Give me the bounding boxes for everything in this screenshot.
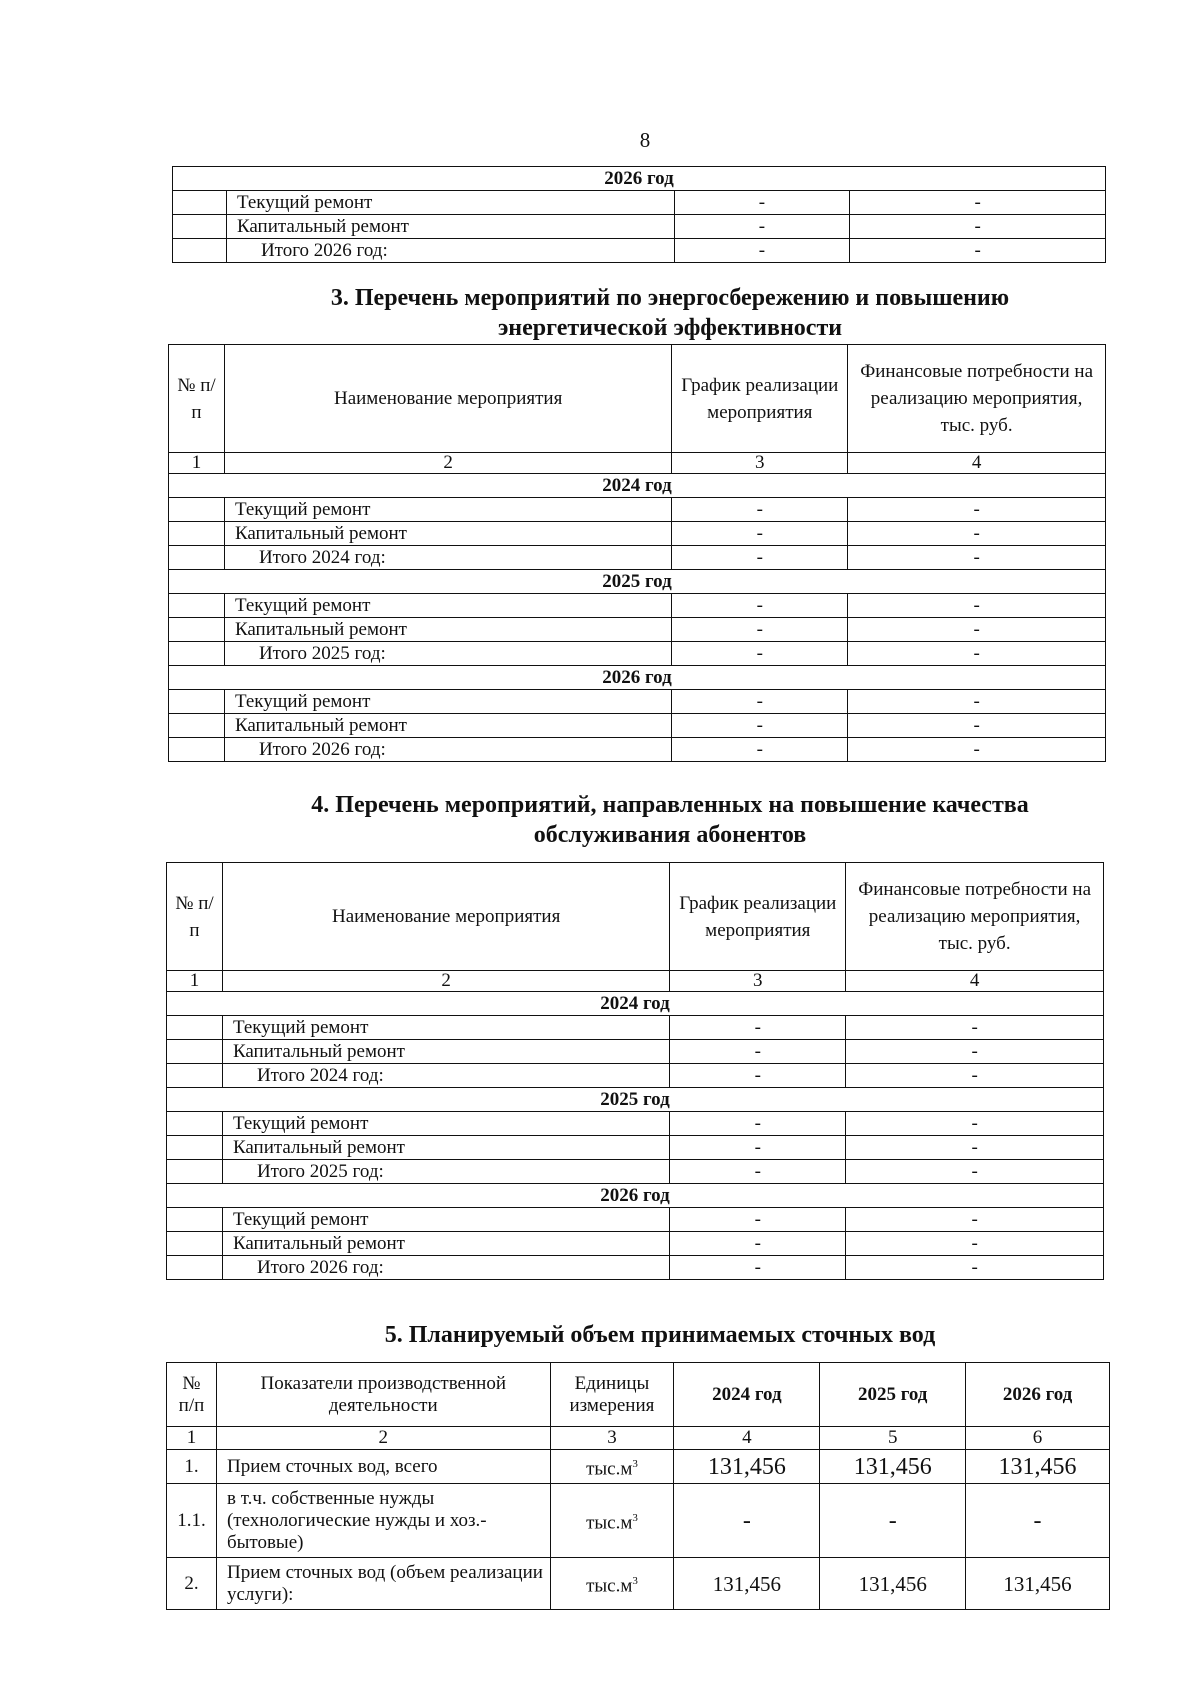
col-indicator-header: Показатели производственной деятельности	[216, 1363, 550, 1427]
table-cell: Текущий ремонт	[224, 594, 671, 618]
table-row	[167, 971, 1104, 992]
table-cell	[550, 1450, 674, 1484]
table-cell: -	[674, 1484, 820, 1558]
table-row	[167, 1112, 1104, 1136]
text: тыс.м	[586, 1458, 633, 1480]
table-cell: 131,456	[966, 1450, 1110, 1484]
table-row	[167, 1558, 1110, 1610]
table-cell: -	[846, 1208, 1104, 1232]
table-cell: 3	[550, 1427, 674, 1450]
table-cell: -	[850, 191, 1106, 215]
table-cell: Капитальный ремонт	[224, 618, 671, 642]
table-cell: 131,456	[820, 1450, 966, 1484]
col-2024-header: 2024 год	[674, 1363, 820, 1427]
table-cell: -	[674, 215, 850, 239]
table-cell: -	[670, 1016, 846, 1040]
table-cell	[169, 618, 225, 642]
table-cell: Текущий ремонт	[222, 1208, 669, 1232]
year-header: 2024 год	[167, 992, 1104, 1016]
section-3-title	[200, 283, 1140, 343]
table-cell: -	[846, 1040, 1104, 1064]
table-cell: -	[670, 1208, 846, 1232]
table-row	[169, 453, 1106, 474]
table-cell: 6	[966, 1427, 1110, 1450]
table-cell: -	[674, 239, 850, 263]
col-schedule-header: График реализации мероприятия	[672, 345, 848, 453]
table-cell	[167, 1112, 223, 1136]
table-row	[169, 666, 1106, 690]
table-cell: -	[848, 522, 1106, 546]
year-header: 2026 год	[167, 1184, 1104, 1208]
table-cell	[167, 1040, 223, 1064]
col-num-header: № п/п	[169, 345, 225, 453]
table-row	[167, 1427, 1110, 1450]
table-row	[167, 1450, 1110, 1484]
table-cell: -	[672, 690, 848, 714]
wastewater-volume-table	[166, 1362, 1110, 1610]
table-cell: -	[670, 1256, 846, 1280]
table-row	[167, 1016, 1104, 1040]
table-row	[169, 690, 1106, 714]
table-cell: -	[848, 642, 1106, 666]
table-cell: 3	[672, 453, 848, 474]
table-cell: -	[850, 215, 1106, 239]
table-cell: Капитальный ремонт	[224, 714, 671, 738]
table-cell	[167, 1016, 223, 1040]
table-cell: 2	[224, 453, 671, 474]
text: тыс.м	[586, 1512, 633, 1534]
table-cell: 131,456	[674, 1558, 820, 1610]
table-cell: -	[672, 546, 848, 570]
table-cell: -	[670, 1064, 846, 1088]
table-cell: Текущий ремонт	[222, 1016, 669, 1040]
table-cell	[169, 714, 225, 738]
table-cell: 2.	[167, 1558, 217, 1610]
table-cell: Итого 2025 год:	[222, 1160, 669, 1184]
table-cell: 1.	[167, 1450, 217, 1484]
table-cell: Капитальный ремонт	[222, 1040, 669, 1064]
table-cell: -	[670, 1112, 846, 1136]
table-cell: 3	[670, 971, 846, 992]
table-row	[167, 1088, 1104, 1112]
continuation-table	[172, 166, 1106, 263]
table-cell: -	[672, 594, 848, 618]
col-num-header: № п/п	[167, 1363, 217, 1427]
table-cell	[167, 1232, 223, 1256]
table-cell: -	[846, 1136, 1104, 1160]
table-cell	[169, 642, 225, 666]
table-cell: -	[846, 1112, 1104, 1136]
table-cell: 4	[848, 453, 1106, 474]
year-header: 2026 год	[173, 167, 1106, 191]
table-row	[167, 992, 1104, 1016]
table-row	[167, 1184, 1104, 1208]
table-cell	[169, 738, 225, 762]
table-cell: -	[848, 738, 1106, 762]
text: тыс.м	[586, 1575, 633, 1597]
table-cell	[167, 1256, 223, 1280]
table-cell: Текущий ремонт	[224, 690, 671, 714]
table-cell: 5	[820, 1427, 966, 1450]
table-cell: -	[846, 1160, 1104, 1184]
table-row	[167, 1208, 1104, 1232]
table-cell	[167, 1064, 223, 1088]
table-row	[169, 642, 1106, 666]
col-finance-header: Финансовые потребности на реализацию мероприятия, тыс. руб.	[846, 863, 1104, 971]
page-number: 8	[639, 128, 651, 152]
table-cell: Капитальный ремонт	[222, 1232, 669, 1256]
table-row	[173, 239, 1106, 263]
table-cell: -	[846, 1064, 1104, 1088]
year-header: 2025 год	[169, 570, 1106, 594]
table-cell	[167, 1136, 223, 1160]
table-cell	[173, 215, 227, 239]
year-header: 2024 год	[169, 474, 1106, 498]
table-cell: Текущий ремонт	[226, 191, 674, 215]
table-cell: Прием сточных вод (объем реализации услуги):	[216, 1558, 550, 1610]
table-cell: Итого 2026 год:	[222, 1256, 669, 1280]
table-row	[169, 345, 1106, 453]
table-row	[173, 167, 1106, 191]
table-cell: -	[820, 1484, 966, 1558]
col-2025-header: 2025 год	[820, 1363, 966, 1427]
year-header: 2026 год	[169, 666, 1106, 690]
table-cell	[169, 498, 225, 522]
table-cell: 1	[167, 971, 223, 992]
table-row	[169, 714, 1106, 738]
col-unit-header: Единицы измерения	[550, 1363, 674, 1427]
table-cell: Капитальный ремонт	[226, 215, 674, 239]
col-name-header: Наименование мероприятия	[224, 345, 671, 453]
table-cell: -	[846, 1016, 1104, 1040]
table-cell	[169, 594, 225, 618]
table-cell	[169, 522, 225, 546]
table-cell: -	[672, 714, 848, 738]
service-quality-table	[166, 862, 1104, 1280]
table-row	[169, 618, 1106, 642]
table-cell	[173, 191, 227, 215]
table-cell: -	[846, 1256, 1104, 1280]
table-cell: Текущий ремонт	[222, 1112, 669, 1136]
text: 3. Перечень мероприятий по энергосбережению и повышению	[330, 285, 1010, 311]
table-row	[167, 1160, 1104, 1184]
table-cell: -	[848, 690, 1106, 714]
table-cell: -	[670, 1040, 846, 1064]
table-row	[167, 1484, 1110, 1558]
col-num-header: № п/п	[167, 863, 223, 971]
table-row	[169, 474, 1106, 498]
col-name-header: Наименование мероприятия	[222, 863, 669, 971]
table-row	[173, 215, 1106, 239]
table-cell: -	[848, 618, 1106, 642]
table-cell	[169, 546, 225, 570]
table-cell	[550, 1558, 674, 1610]
table-cell: -	[670, 1160, 846, 1184]
text: 4. Перечень мероприятий, направленных на повышение качества	[311, 792, 1029, 818]
col-2026-header: 2026 год	[966, 1363, 1110, 1427]
table-cell: -	[966, 1484, 1110, 1558]
table-row	[173, 191, 1106, 215]
table-cell: -	[672, 642, 848, 666]
table-cell	[169, 690, 225, 714]
table-row	[167, 863, 1104, 971]
table-cell: 1	[167, 1427, 217, 1450]
table-cell: -	[670, 1232, 846, 1256]
table-cell: 4	[846, 971, 1104, 992]
table-row	[169, 498, 1106, 522]
year-header: 2025 год	[167, 1088, 1104, 1112]
table-cell	[550, 1484, 674, 1558]
section-5-title: 5. Планируемый объем принимаемых сточных вод	[384, 1322, 936, 1348]
unit-superscript: 3	[632, 1511, 638, 1524]
table-row	[169, 594, 1106, 618]
table-cell: Итого 2026 год:	[226, 239, 674, 263]
table-cell: 131,456	[966, 1558, 1110, 1610]
table-row	[167, 1064, 1104, 1088]
table-cell: -	[672, 498, 848, 522]
table-row	[169, 738, 1106, 762]
unit-superscript: 3	[632, 1574, 638, 1587]
table-cell: -	[846, 1232, 1104, 1256]
table-row	[167, 1232, 1104, 1256]
energy-saving-table	[168, 344, 1106, 762]
text: обслуживания абонентов	[533, 822, 807, 848]
table-cell: Итого 2025 год:	[224, 642, 671, 666]
table-row	[167, 1256, 1104, 1280]
table-cell: -	[672, 618, 848, 642]
table-row	[167, 1040, 1104, 1064]
table-cell	[167, 1160, 223, 1184]
table-cell: -	[670, 1136, 846, 1160]
table-cell	[173, 239, 227, 263]
table-cell	[167, 1208, 223, 1232]
table-cell: 2	[216, 1427, 550, 1450]
table-cell: 1.1.	[167, 1484, 217, 1558]
table-cell: Итого 2024 год:	[224, 546, 671, 570]
table-cell: 131,456	[820, 1558, 966, 1610]
table-row	[169, 570, 1106, 594]
unit-superscript: 3	[632, 1457, 638, 1470]
table-cell: -	[672, 522, 848, 546]
table-cell: Итого 2024 год:	[222, 1064, 669, 1088]
table-cell: в т.ч. собственные нужды (технологические нужды и хоз.-бытовые)	[216, 1484, 550, 1558]
section-4-title	[190, 790, 1150, 850]
table-cell: -	[848, 594, 1106, 618]
table-row	[167, 1363, 1110, 1427]
table-cell: Прием сточных вод, всего	[216, 1450, 550, 1484]
table-cell: -	[848, 546, 1106, 570]
table-cell: 1	[169, 453, 225, 474]
table-cell: 2	[222, 971, 669, 992]
table-cell: 4	[674, 1427, 820, 1450]
table-row	[169, 522, 1106, 546]
col-schedule-header: График реализации мероприятия	[670, 863, 846, 971]
col-finance-header: Финансовые потребности на реализацию мероприятия, тыс. руб.	[848, 345, 1106, 453]
table-row	[167, 1136, 1104, 1160]
table-cell: Итого 2026 год:	[224, 738, 671, 762]
table-row	[169, 546, 1106, 570]
table-cell: -	[850, 239, 1106, 263]
table-cell: Капитальный ремонт	[222, 1136, 669, 1160]
table-cell: Капитальный ремонт	[224, 522, 671, 546]
table-cell: -	[674, 191, 850, 215]
table-cell: -	[848, 714, 1106, 738]
table-cell: 131,456	[674, 1450, 820, 1484]
table-cell: Текущий ремонт	[224, 498, 671, 522]
table-cell: -	[848, 498, 1106, 522]
text: энергетической эффективности	[497, 315, 843, 341]
table-cell: -	[672, 738, 848, 762]
